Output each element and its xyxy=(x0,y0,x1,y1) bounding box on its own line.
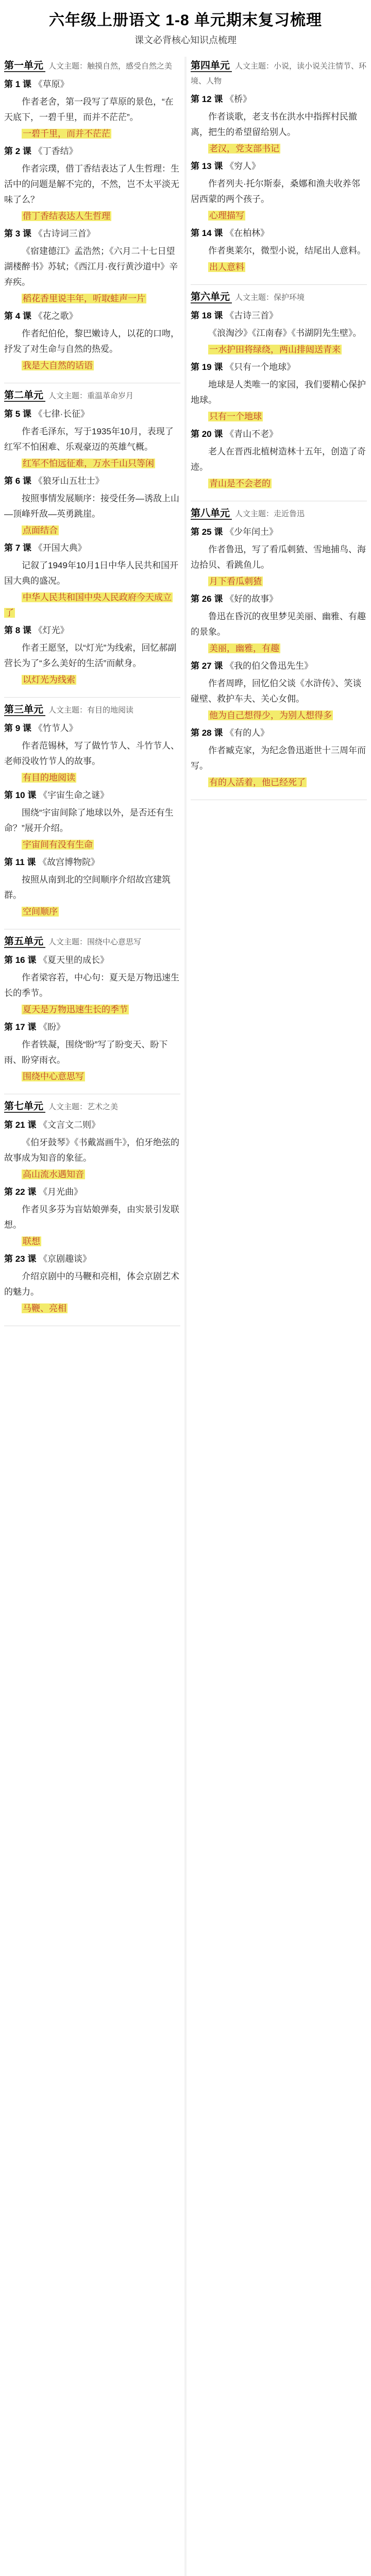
highlight-text: 稻花香里说丰年，听取蛙声一片 xyxy=(23,294,145,303)
lesson-title: 《少年闰土》 xyxy=(225,527,278,537)
unit-header xyxy=(4,935,180,950)
lesson-number: 第 14 课 xyxy=(191,228,223,238)
lesson-number: 第 20 课 xyxy=(191,429,223,439)
highlight-text: 以灯光为线索 xyxy=(23,675,75,685)
left-column xyxy=(4,57,180,1331)
highlight-text: 借丁香结表达人生哲理 xyxy=(23,211,110,221)
highlight-line xyxy=(191,141,367,157)
highlight-text: 我是大自然的话语 xyxy=(23,361,93,370)
lesson-number: 第 10 课 xyxy=(4,790,37,800)
highlight-text: 夏天是万物迅速生长的季节 xyxy=(23,1005,128,1014)
lesson-entry xyxy=(4,1117,180,1133)
lesson-text: 作者范锡林，写了做竹节人、斗竹节人、老师没收竹节人的故事。 xyxy=(4,741,179,766)
unit-header xyxy=(4,59,180,74)
highlight-line xyxy=(4,1069,180,1084)
highlight-line xyxy=(4,837,180,853)
lesson-entry xyxy=(4,1184,180,1200)
lesson-title: 《狼牙山五壮士》 xyxy=(33,476,104,486)
lesson-text: 作者列夫·托尔斯泰，桑娜和渔夫收养邻居西蒙的两个孩子。 xyxy=(191,179,360,204)
lesson-title: 《古诗词三首》 xyxy=(33,229,95,239)
lesson-title: 《竹节人》 xyxy=(33,723,78,733)
highlight-line xyxy=(4,1167,180,1182)
highlight-text: 马鞭、亮相 xyxy=(23,1303,66,1313)
highlight-text: 只有一个地球 xyxy=(209,412,262,421)
lesson-number: 第 19 课 xyxy=(191,362,223,372)
highlight-text: 美丽，幽雅，有趣 xyxy=(209,643,279,653)
lesson-text: 作者宗璞，借丁香结表达了人生哲理：生活中的问题是解不完的，不然，岂不太平淡无味了么？ xyxy=(4,164,179,205)
lesson-text: 记叙了1949年10月1日中华人民共和国开国大典的盛况。 xyxy=(4,561,179,586)
unit-theme: 人文主题：保护环境 xyxy=(235,293,305,302)
lesson-entry xyxy=(4,788,180,803)
highlight-line xyxy=(4,523,180,538)
unit-block xyxy=(4,1099,180,1316)
highlight-text: 一水护田将绿绕，两山排闼送青来 xyxy=(209,345,341,354)
lesson-text: 《浪淘沙》《江南春》《书湖阴先生壁》。 xyxy=(208,328,362,338)
unit-theme: 人文主题：走近鲁迅 xyxy=(235,510,305,518)
lesson-text: 作者谈歌，老支书在洪水中指挥村民撤离，把生的希望留给别人。 xyxy=(191,112,357,137)
highlight-line xyxy=(4,590,180,621)
highlight-line xyxy=(4,770,180,786)
lesson-title: 《盼》 xyxy=(39,1022,65,1032)
lesson-text: 《伯牙鼓琴》《书戴嵩画牛》，伯牙绝弦的故事成为知音的象征。 xyxy=(4,1138,179,1163)
unit-theme: 人文主题：艺术之美 xyxy=(48,1103,119,1111)
highlight-line xyxy=(191,574,367,589)
lesson-text: 介绍京剧中的马鞭和亮相，体会京剧艺术的魅力。 xyxy=(4,1272,179,1297)
highlight-text: 出人意料 xyxy=(209,262,244,272)
lesson-number: 第 12 课 xyxy=(191,94,223,104)
lesson-entry xyxy=(191,427,367,442)
unit-header xyxy=(191,290,367,305)
lesson-text: 老人在晋西北植树造林十五年，创造了奇迹。 xyxy=(191,447,366,472)
column-divider xyxy=(184,57,187,2576)
lesson-number: 第 3 课 xyxy=(4,229,31,239)
lesson-number: 第 2 课 xyxy=(4,146,31,156)
lesson-entry xyxy=(191,524,367,540)
lesson-entry xyxy=(191,725,367,741)
lesson-title: 《夏天里的成长》 xyxy=(39,955,109,965)
unit-block xyxy=(4,703,180,920)
highlight-line xyxy=(4,126,180,142)
lesson-text: 作者梁容若，中心句：夏天是万物迅速生长的季节。 xyxy=(4,973,179,998)
unit-header xyxy=(191,59,367,89)
highlight-text: 红军不怕远征难，万水千山只等闲 xyxy=(23,459,154,468)
lesson-title: 《京剧趣谈》 xyxy=(39,1254,92,1264)
highlight-text: 青山是不会老的 xyxy=(209,479,271,488)
unit-header xyxy=(4,388,180,403)
unit-block xyxy=(4,388,180,688)
section-separator xyxy=(191,284,367,285)
lesson-title: 《灯光》 xyxy=(33,625,69,635)
highlight-text: 围绕中心意思写 xyxy=(23,1072,84,1081)
highlight-text: 一碧千里，而并不茫茫 xyxy=(23,129,110,139)
lesson-number: 第 17 课 xyxy=(4,1022,37,1032)
lesson-title: 《丁香结》 xyxy=(33,146,78,156)
lesson-text: 鲁迅在昏沉的夜里梦见美丽、幽雅、有趣的景象。 xyxy=(191,612,366,637)
lesson-number: 第 8 课 xyxy=(4,625,31,635)
lesson-title: 《青山不老》 xyxy=(225,429,278,439)
highlight-text: 点面结合 xyxy=(23,526,58,535)
lesson-entry xyxy=(4,953,180,968)
lesson-text: 围绕“宇宙间除了地球以外，是否还有生命？”展开介绍。 xyxy=(4,808,174,833)
unit-block xyxy=(191,290,367,492)
lesson-entry xyxy=(4,406,180,422)
highlight-text: 他为自己想得少，为别人想得多 xyxy=(209,710,332,720)
lesson-text: 作者鲁迅，写了看瓜刺猹、雪地捕鸟、海边拾贝、看跳鱼儿。 xyxy=(191,545,366,570)
highlight-line xyxy=(191,476,367,492)
unit-name: 第六单元 xyxy=(191,292,232,303)
lesson-text: 作者纪伯伦，黎巴嫩诗人，以花的口吻，抒发了对生命与自然的热爱。 xyxy=(4,329,179,354)
lesson-text: 作者老舍，第一段写了草原的景色，“在天底下，一碧千里，而并不茫茫”。 xyxy=(4,97,174,122)
lesson-number: 第 21 课 xyxy=(4,1120,37,1130)
lesson-title: 《我的伯父鲁迅先生》 xyxy=(225,661,313,671)
unit-name: 第七单元 xyxy=(4,1101,45,1113)
lesson-entry xyxy=(4,144,180,159)
lesson-entry xyxy=(4,1020,180,1035)
highlight-line xyxy=(191,342,367,358)
unit-header xyxy=(4,1099,180,1114)
lesson-text: 作者王愿坚，以“灯光”为线索，回忆郝副营长为了“多么美好的生活”而献身。 xyxy=(4,643,177,668)
highlight-line xyxy=(4,672,180,688)
lesson-entry xyxy=(4,721,180,736)
lesson-entry xyxy=(191,360,367,375)
lesson-entry xyxy=(191,92,367,107)
unit-block xyxy=(191,506,367,790)
highlight-line xyxy=(4,456,180,471)
lesson-number: 第 22 课 xyxy=(4,1187,37,1197)
lesson-number: 第 26 课 xyxy=(191,594,223,604)
lesson-entry xyxy=(191,159,367,174)
lesson-number: 第 18 课 xyxy=(191,311,223,320)
lesson-entry xyxy=(191,591,367,607)
highlight-line xyxy=(4,291,180,307)
highlight-line xyxy=(4,1301,180,1316)
lesson-title: 《故宫博物院》 xyxy=(38,857,100,867)
lesson-text: 作者毛泽东，写于1935年10月，表现了红军不怕困难、乐观豪迈的英雄气概。 xyxy=(4,427,174,452)
highlight-line xyxy=(4,1002,180,1018)
highlight-line xyxy=(191,775,367,790)
unit-name: 第三单元 xyxy=(4,704,45,716)
unit-theme: 人文主题：小说，读小说关注情节、环境、人物 xyxy=(191,62,367,86)
lesson-entry xyxy=(4,623,180,638)
unit-header xyxy=(4,703,180,718)
lesson-number: 第 9 课 xyxy=(4,723,31,733)
section-separator xyxy=(4,697,180,698)
highlight-line xyxy=(191,409,367,425)
lesson-title: 《草原》 xyxy=(33,79,69,89)
highlight-text: 有目的地阅读 xyxy=(23,773,75,783)
unit-header xyxy=(191,506,367,521)
lesson-entry xyxy=(4,226,180,242)
lesson-number: 第 11 课 xyxy=(4,857,36,867)
lesson-number: 第 4 课 xyxy=(4,311,31,321)
highlight-text: 老汉，党支部书记 xyxy=(209,144,279,154)
lesson-text: 按照从南到北的空间顺序介绍故宫建筑群。 xyxy=(4,875,171,900)
highlight-text: 月下看瓜刺猹 xyxy=(209,577,262,586)
lesson-title: 《在柏林》 xyxy=(225,228,269,238)
lesson-title: 《开国大典》 xyxy=(33,543,87,553)
lesson-title: 《月光曲》 xyxy=(39,1187,83,1197)
highlight-line xyxy=(4,209,180,224)
page-title: 六年级上册语文 1-8 单元期末复习梳理 xyxy=(48,12,323,29)
highlight-text: 空间顺序 xyxy=(23,907,58,917)
lesson-title: 《七律·长征》 xyxy=(33,409,90,419)
page-subtitle: 课文必背核心知识点梳理 xyxy=(134,35,237,45)
unit-name: 第二单元 xyxy=(4,390,45,402)
highlight-line xyxy=(191,708,367,723)
lesson-number: 第 28 课 xyxy=(191,728,223,738)
highlight-line xyxy=(191,208,367,224)
lesson-title: 《古诗三首》 xyxy=(225,311,278,320)
right-column xyxy=(191,57,367,805)
lesson-text: 作者铁凝，围绕“盼”写了盼变天、盼下雨、盼穿雨衣。 xyxy=(4,1040,168,1065)
lesson-title: 《穷人》 xyxy=(225,161,261,171)
lesson-title: 《文言文二则》 xyxy=(39,1120,100,1130)
lesson-number: 第 6 课 xyxy=(4,476,31,486)
lesson-entry xyxy=(191,226,367,241)
unit-name: 第八单元 xyxy=(191,508,232,520)
unit-name: 第四单元 xyxy=(191,60,232,72)
lesson-text: 作者奥莱尔，微型小说，结尾出人意料。 xyxy=(208,246,366,256)
lesson-entry xyxy=(4,77,180,92)
unit-block xyxy=(4,935,180,1084)
highlight-text: 高山流水遇知音 xyxy=(23,1170,84,1179)
lesson-entry xyxy=(4,540,180,556)
highlight-text: 联想 xyxy=(23,1236,40,1246)
lesson-text: 作者臧克家，为纪念鲁迅逝世十三周年而写。 xyxy=(191,745,366,771)
lesson-text: 《宿建德江》孟浩然；《六月二十七日望湖楼醉书》苏轼；《西江月·夜行黄沙道中》辛弃疾。 xyxy=(4,246,178,287)
lesson-number: 第 16 课 xyxy=(4,955,37,965)
unit-name: 第一单元 xyxy=(4,60,45,72)
lesson-number: 第 13 课 xyxy=(191,161,223,171)
highlight-text: 中华人民共和国中央人民政府今天成立了 xyxy=(5,592,172,618)
unit-theme: 人文主题：触摸自然，感受自然之美 xyxy=(48,62,173,71)
unit-name: 第五单元 xyxy=(4,936,45,948)
unit-theme: 人文主题：重温革命岁月 xyxy=(48,392,134,400)
lesson-entry xyxy=(191,308,367,324)
lesson-entry xyxy=(4,473,180,489)
lesson-number: 第 7 课 xyxy=(4,543,31,553)
highlight-line xyxy=(191,641,367,656)
lesson-number: 第 27 课 xyxy=(191,661,223,671)
unit-theme: 人文主题：有目的地阅读 xyxy=(48,706,134,715)
lesson-title: 《宇宙生命之谜》 xyxy=(39,790,109,800)
lesson-title: 《桥》 xyxy=(225,94,252,104)
lesson-text: 作者贝多芬为盲姑娘弹奏，由实景引发联想。 xyxy=(4,1205,179,1230)
lesson-number: 第 23 课 xyxy=(4,1254,37,1264)
highlight-line xyxy=(4,358,180,374)
unit-block xyxy=(4,59,180,374)
lesson-entry xyxy=(4,309,180,324)
lesson-title: 《好的故事》 xyxy=(225,594,278,604)
lesson-number: 第 1 课 xyxy=(4,79,31,89)
lesson-title: 《花之歌》 xyxy=(33,311,78,321)
lesson-text: 按照事情发展顺序：接受任务—诱敌上山—顶峰歼敌—英勇跳崖。 xyxy=(4,494,179,519)
highlight-line xyxy=(191,260,367,275)
lesson-title: 《有的人》 xyxy=(225,728,269,738)
unit-theme: 人文主题：围绕中心意思写 xyxy=(48,938,142,946)
highlight-text: 宇宙间有没有生命 xyxy=(23,840,93,850)
unit-block xyxy=(191,59,367,275)
lesson-text: 作者周晔，回忆伯父谈《水浒传》、笑谈碰壁、救护车夫、关心女佣。 xyxy=(191,679,362,704)
lesson-number: 第 25 课 xyxy=(191,527,223,537)
lesson-entry xyxy=(191,658,367,674)
highlight-line xyxy=(4,904,180,920)
lesson-entry xyxy=(4,855,180,870)
highlight-line xyxy=(4,1234,180,1249)
highlight-text: 心理描写 xyxy=(209,211,244,221)
lesson-number: 第 5 课 xyxy=(4,409,31,419)
lesson-title: 《只有一个地球》 xyxy=(225,362,296,372)
highlight-text: 有的人活着，他已经死了 xyxy=(209,777,306,787)
lesson-text: 地球是人类唯一的家园，我们要精心保护地球。 xyxy=(191,380,366,405)
lesson-entry xyxy=(4,1251,180,1267)
